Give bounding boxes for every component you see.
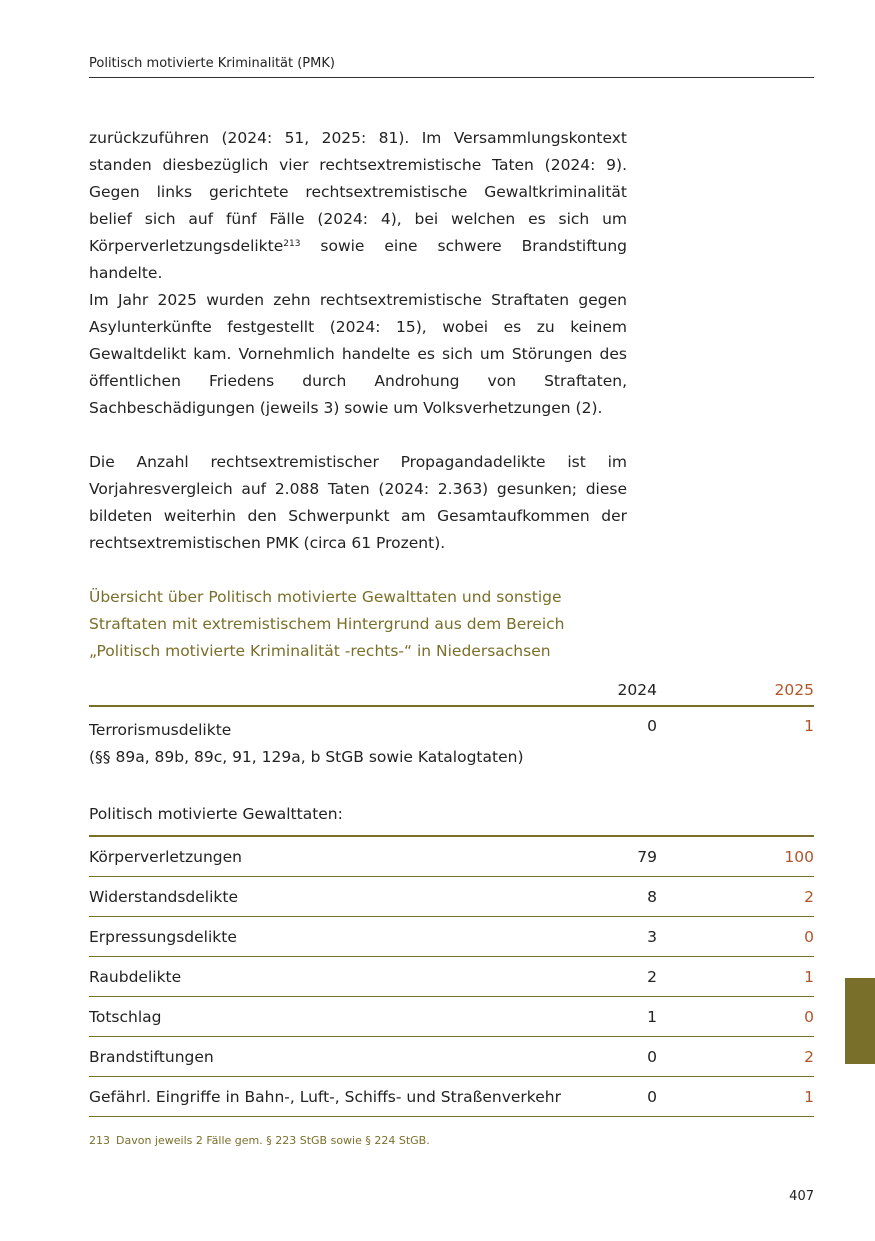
terrorism-label-line2: (§§ 89a, 89b, 89c, 91, 129a, b StGB sowie Katalogtaten) bbox=[89, 748, 524, 766]
table-row bbox=[89, 837, 814, 877]
terrorism-label bbox=[89, 717, 597, 771]
row-value-2024: 2 bbox=[647, 967, 657, 986]
row-value-2025: 2 bbox=[804, 1047, 814, 1066]
row-label: Widerstandsdelikte bbox=[89, 887, 239, 906]
page-number: 407 bbox=[789, 1189, 814, 1204]
row-label: Raubdelikte bbox=[89, 967, 182, 986]
footnote-text: Davon jeweils 2 Fälle gem. § 223 StGB sowie § 224 StGB. bbox=[116, 1134, 430, 1147]
table-row bbox=[89, 997, 814, 1037]
row-label: Brandstiftungen bbox=[89, 1047, 214, 1066]
terrorism-value-2025: 1 bbox=[804, 717, 814, 735]
row-label: Erpressungsdelikte bbox=[89, 927, 237, 946]
section-heading: Politisch motivierte Gewalttaten: bbox=[89, 805, 343, 823]
paragraph-2: Im Jahr 2025 wurden zehn rechtsextremistische Straftaten gegen Asylunterkünfte festgestellt (2024: 15), wobei es zu keinem Gewaltdelikt kam. Vornehmlich handelte es sich um Störungen des öffentlichen Friedens durch Androhung von Straftaten, Sachbeschädigungen (jeweils 3) sowie um Volksverhetzungen (2). bbox=[89, 291, 627, 417]
table-row bbox=[89, 1077, 814, 1117]
row-value-2024: 1 bbox=[647, 1007, 657, 1026]
row-value-2024: 0 bbox=[647, 1047, 657, 1066]
row-label: Körperverletzungen bbox=[89, 847, 242, 866]
row-value-2025: 1 bbox=[804, 967, 814, 986]
terrorism-value-2024: 0 bbox=[647, 717, 657, 735]
paragraph-3: Die Anzahl rechtsextremistischer Propagandadelikte ist im Vorjahresvergleich auf 2.088 Taten (2024: 2.363) gesunken; diese bildeten weiterhin den Schwerpunkt am Gesamtaufkommen der rechtsextremistischen PMK (circa 61 Prozent). bbox=[89, 453, 627, 552]
column-header-2025: 2025 bbox=[774, 681, 814, 699]
table-row bbox=[89, 957, 814, 997]
statistics-table bbox=[89, 675, 814, 1117]
row-value-2025: 100 bbox=[784, 847, 814, 866]
row-label: Gefährl. Eingriffe in Bahn-, Luft-, Schiffs- und Straßenverkehr bbox=[89, 1087, 561, 1106]
chapter-tab-marker bbox=[845, 978, 875, 1064]
paragraph-1 bbox=[89, 125, 627, 287]
row-value-2025: 2 bbox=[804, 887, 814, 906]
table-row bbox=[89, 917, 814, 957]
column-header-2024: 2024 bbox=[617, 681, 657, 699]
table-row bbox=[89, 877, 814, 917]
paragraph-1-text: zurückzuführen (2024: 51, 2025: 81). Im Versammlungskontext standen diesbezüglich vier rechtsextremistische Taten (2024: 9). Gegen links gerichtete rechtsextremistische Gewaltkriminalität belief sich auf fünf Fälle (2024: 4), bei welchen es sich um Körperverletzungsdelikte bbox=[89, 129, 627, 255]
footnote-number: 213 bbox=[89, 1134, 110, 1147]
table-header-row bbox=[89, 675, 814, 707]
table-row bbox=[89, 1037, 814, 1077]
row-value-2025: 0 bbox=[804, 1007, 814, 1026]
row-value-2024: 79 bbox=[637, 847, 657, 866]
table-row-terrorism bbox=[89, 707, 814, 805]
header-title: Politisch motivierte Kriminalität (PMK) bbox=[89, 56, 335, 71]
terrorism-label-line1: Terrorismusdelikte bbox=[89, 721, 232, 739]
footnote bbox=[89, 1134, 430, 1147]
row-value-2025: 0 bbox=[804, 927, 814, 946]
row-label: Totschlag bbox=[89, 1007, 162, 1026]
row-value-2024: 8 bbox=[647, 887, 657, 906]
paragraph-1-text-end: sowie eine schwere Brandstiftung handelte. bbox=[89, 237, 627, 282]
section-heading-row bbox=[89, 805, 814, 837]
row-value-2025: 1 bbox=[804, 1087, 814, 1106]
row-value-2024: 3 bbox=[647, 927, 657, 946]
table-title: Übersicht über Politisch motivierte Gewalttaten und sonstige Straftaten mit extremistischem Hintergrund aus dem Bereich „Politisch motivierte Kriminalität -rechts-“ in Niedersachsen bbox=[89, 588, 565, 660]
row-value-2024: 0 bbox=[647, 1087, 657, 1106]
footnote-reference[interactable]: 213 bbox=[283, 239, 301, 249]
running-header bbox=[89, 56, 814, 78]
